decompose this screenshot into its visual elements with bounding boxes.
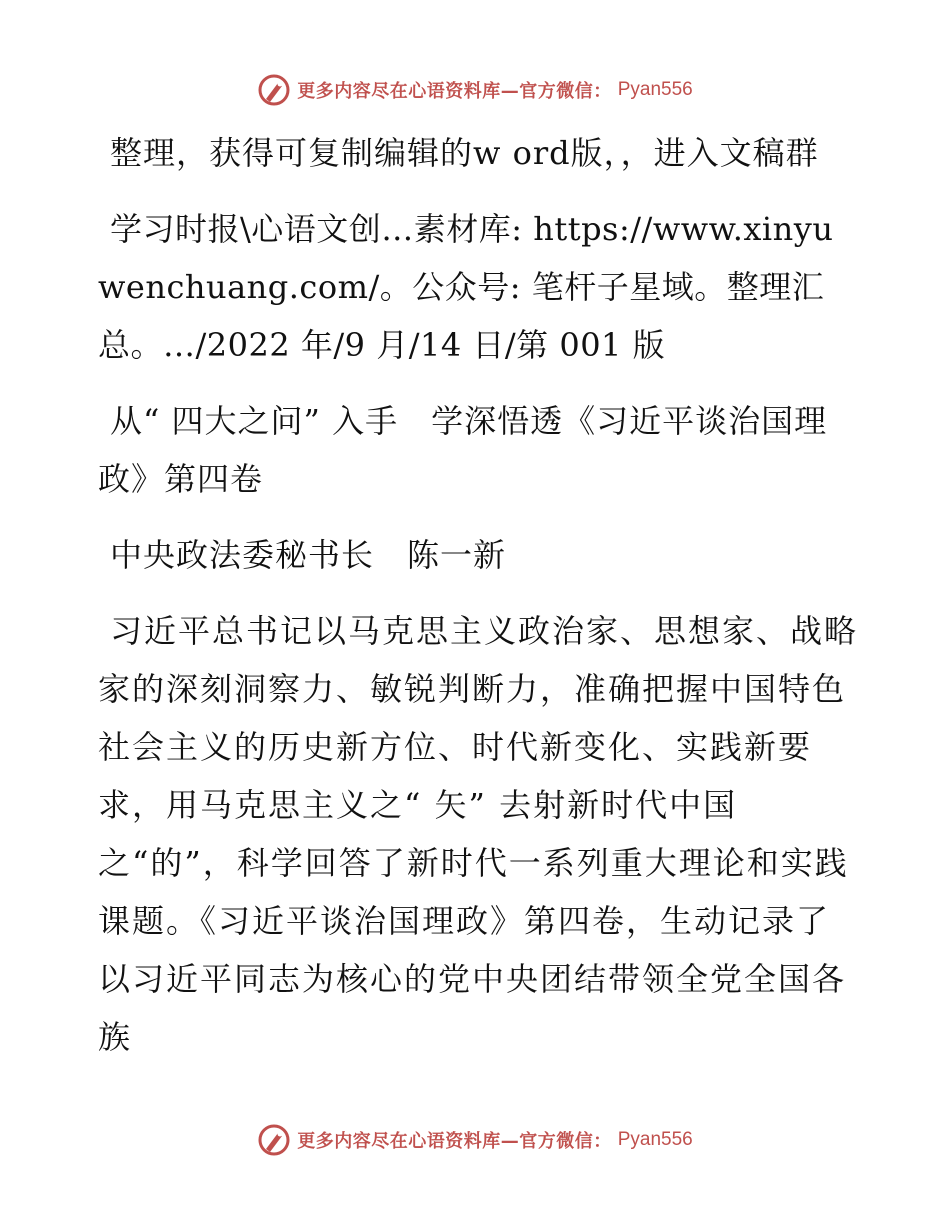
pen-nib-logo-icon	[257, 1123, 291, 1157]
document-body	[98, 124, 858, 1084]
source-paragraph: 学习时报\心语文创…素材库: https://www.xinyuwenchuang.com/。公众号: 笔杆子星域。整理汇总。…/2022 年/9 月/14 日/第 001 版	[98, 210, 834, 364]
header-banner-wechat-id: Pyan556	[617, 79, 693, 100]
article-body-paragraph: 习近平总书记以马克思主义政治家、思想家、战略家的深刻洞察力、敏锐判断力，准确把握中国特色社会主义的历史新方位、时代新变化、实践新要求，用马克思主义之“ 矢” 去射新时代中国之“的”，科学回答了新时代一系列重大理论和实践课题。《习近平谈治国理政》第四卷，生动记录了以习近平同志为核心的党中央团结带领全党全国各族	[98, 612, 859, 1056]
header-banner	[0, 72, 950, 108]
pen-nib-logo-icon	[257, 73, 291, 107]
intro-paragraph: 整理，获得可复制编辑的w ord版，，进入文稿群	[110, 134, 819, 172]
footer-banner-text: 更多内容尽在心语资料库—官方微信：	[297, 1131, 612, 1152]
footer-banner-wechat-id: Pyan556	[617, 1129, 693, 1150]
header-banner-text: 更多内容尽在心语资料库—官方微信：	[297, 81, 612, 102]
footer-banner	[0, 1122, 950, 1158]
article-author: 中央政法委秘书长 陈一新	[110, 536, 507, 574]
article-title: 从“ 四大之问” 入手 学深悟透《习近平谈治国理政》第四卷	[98, 402, 828, 498]
